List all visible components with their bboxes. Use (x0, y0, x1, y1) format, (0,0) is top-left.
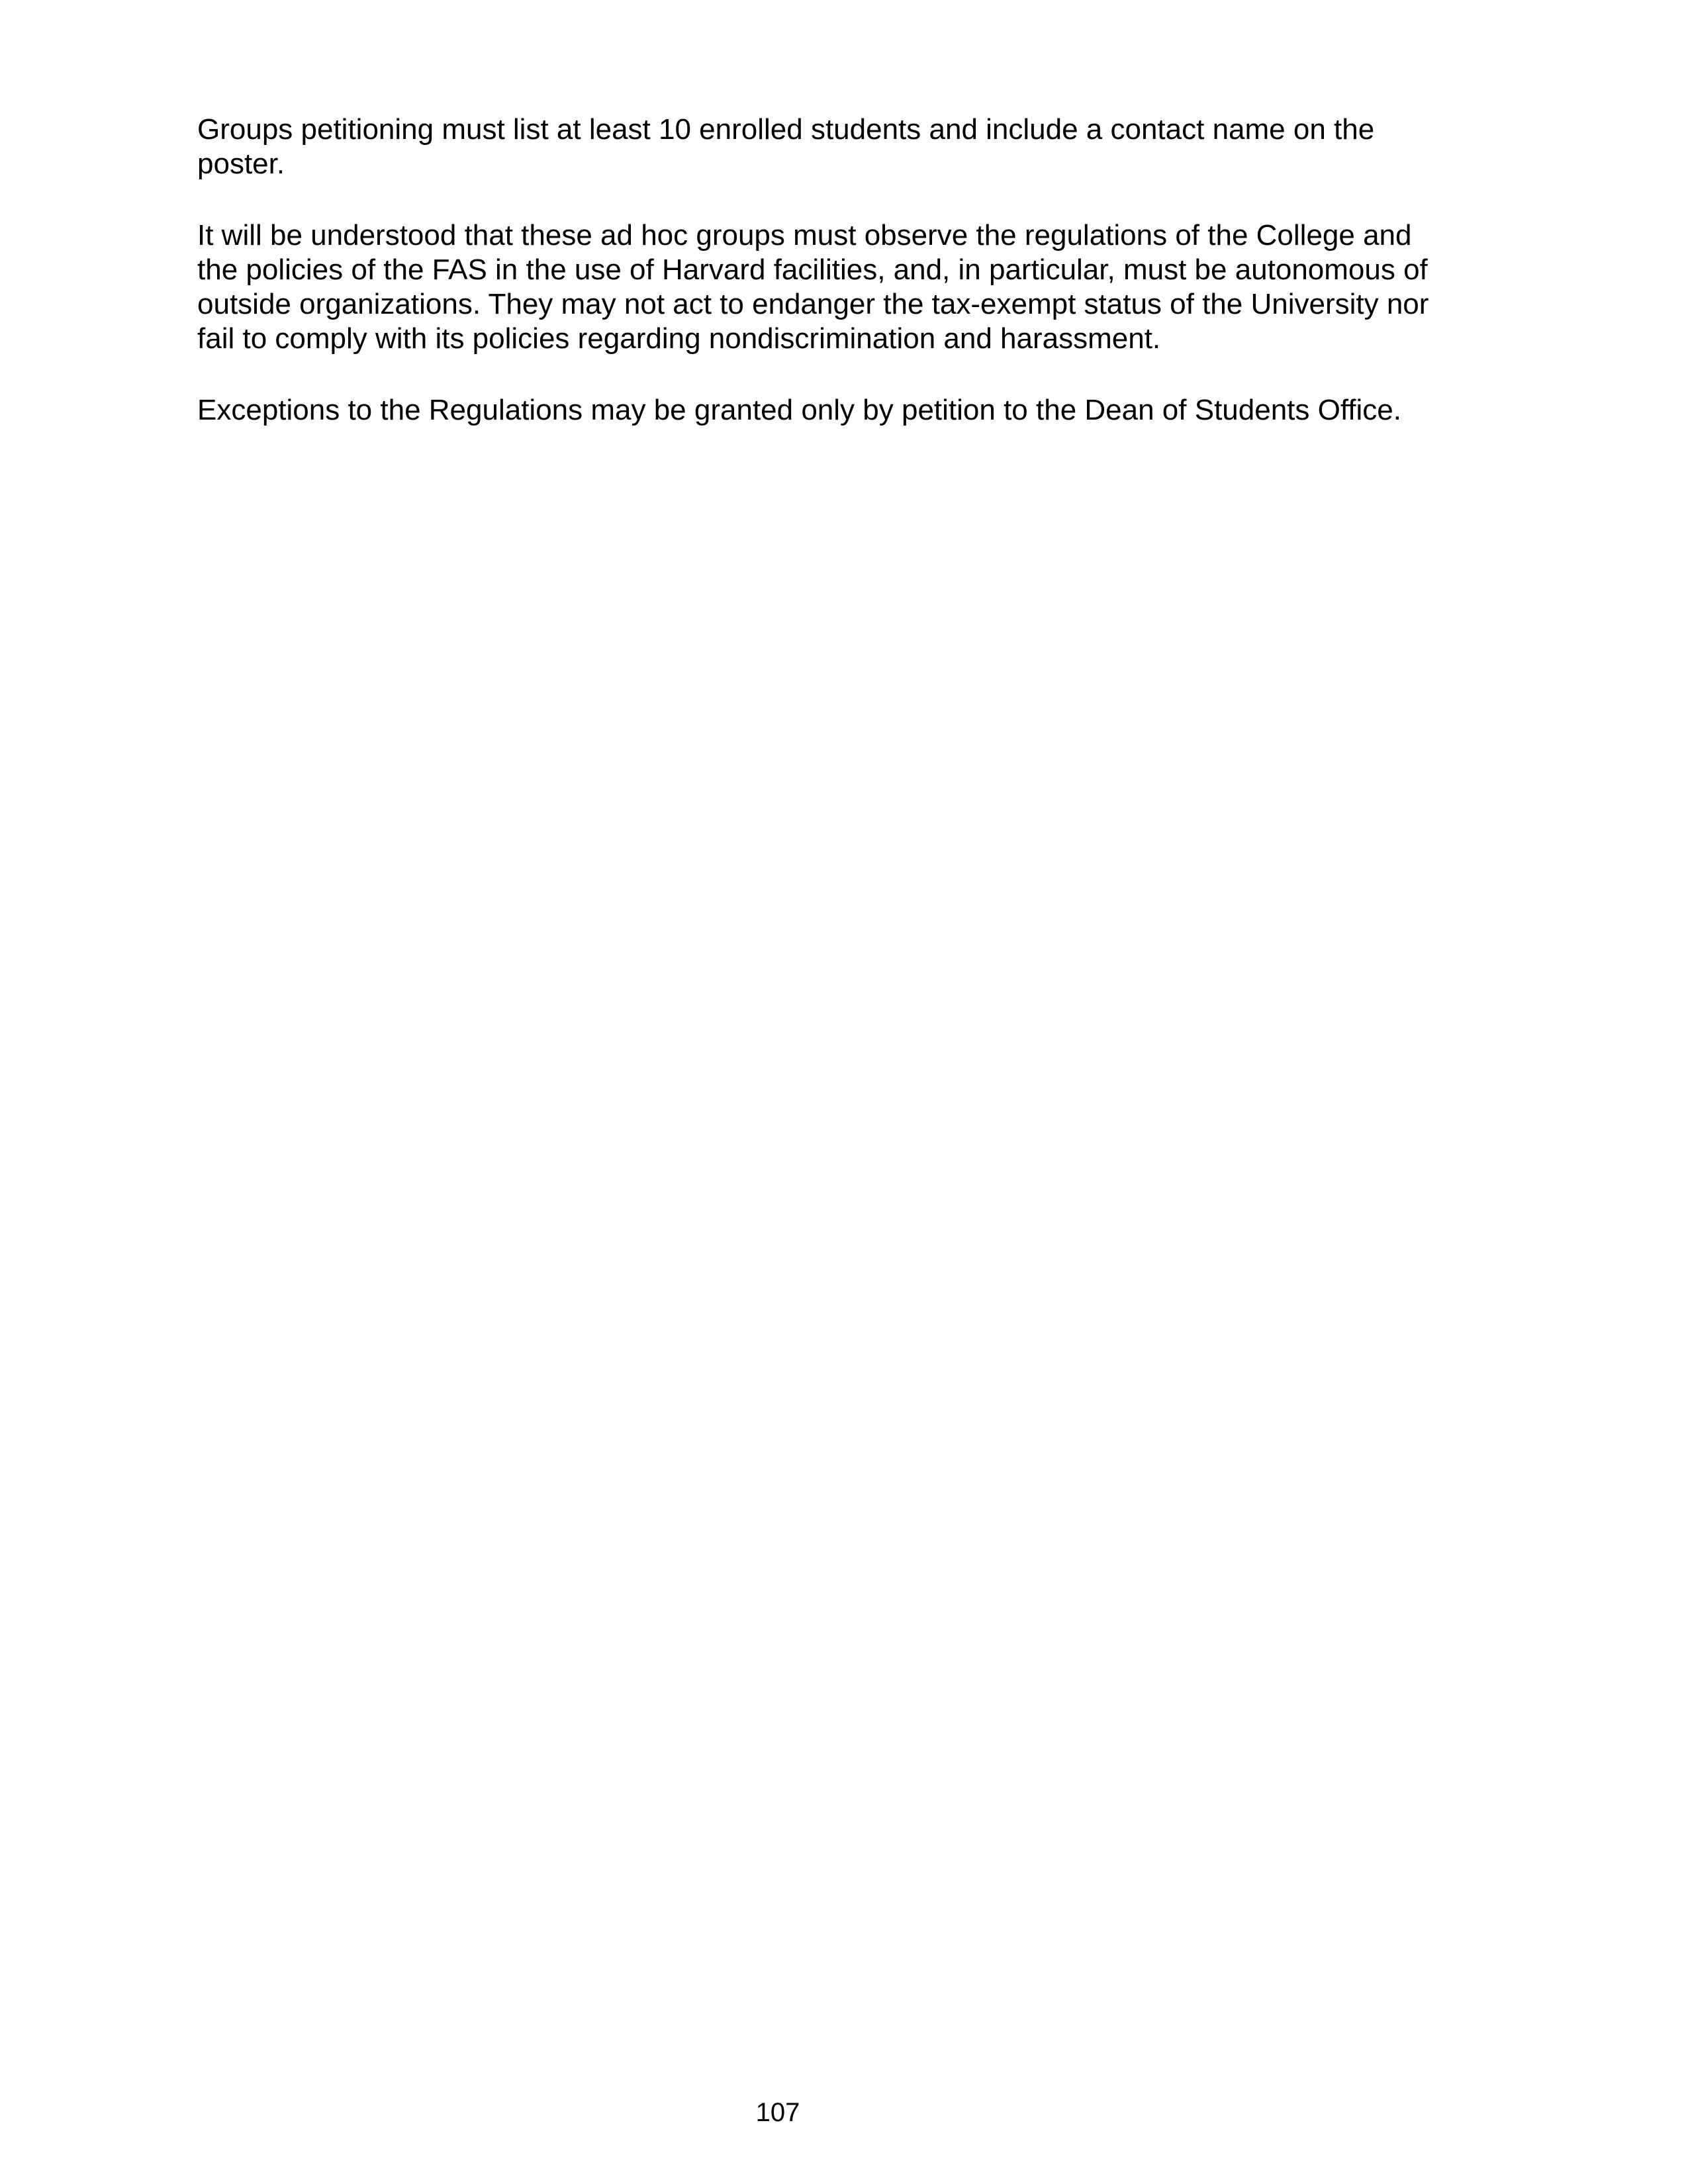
paragraph-exceptions: Exceptions to the Regulations may be granted only by petition to the Dean of Students Office. (197, 394, 1401, 426)
paragraph-ad-hoc-group-regulations: It will be understood that these ad hoc groups must observe the regulations of the College and the policies of the FAS in the use of Harvard facilities, and, in particular, must be autonomous of outside organizations. They may not act to endanger the tax-exempt status of the University nor fail to comply with its policies regarding nondiscrimination and harassment. (197, 219, 1429, 355)
paragraph-petition-requirements: Groups petitioning must list at least 10 enrolled students and include a contact name on the poster. (197, 113, 1375, 180)
page-footer (0, 2097, 1688, 2128)
document-body (197, 113, 1495, 465)
page-number: 107 (755, 2098, 800, 2127)
